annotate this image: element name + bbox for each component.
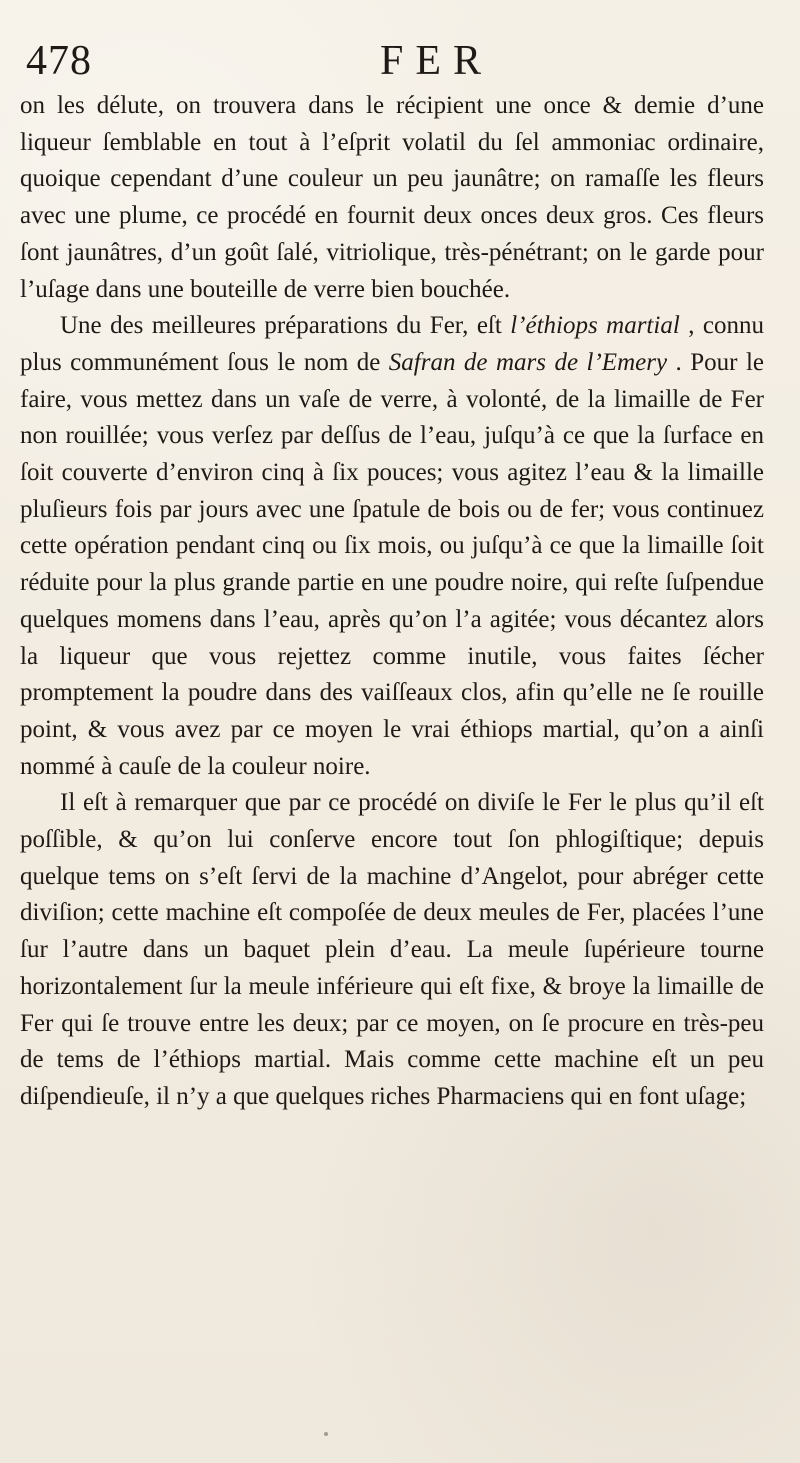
- paragraph-1: [20, 88, 764, 308]
- page-number: 478: [26, 38, 92, 84]
- paragraph-1-text: on les délute, on trouvera dans le récipient une once & demie d’une liqueur ſemblable en tout à l’eſprit volatil du ſel ammoniac ordinaire, quoique cependant d’une couleur un peu jaunâtre; on ramaſſe les fleurs avec une plume, ce procédé en fournit deux onces deux gros. Ces fleurs ſont jaunâtres, d’un goût ſalé, vitriolique, très-pénétrant; on le garde pour l’uſage dans une bouteille de verre bien bouchée.: [20, 92, 764, 303]
- page-header: [20, 40, 780, 92]
- paragraph-2-italic-term-2: Safran de mars de l’Emery: [388, 348, 668, 376]
- paragraph-3: [20, 785, 764, 1115]
- paragraph-2: [20, 308, 764, 785]
- body-text: [20, 88, 764, 1418]
- paragraph-2-text-part-2: , connu plus communément ſous le nom de: [20, 312, 764, 376]
- running-head: FER: [380, 38, 494, 84]
- paragraph-2-italic-term-1: l’éthiops martial: [510, 312, 680, 340]
- paragraph-2-text-part-1: Une des meilleures préparations du Fer, eſt: [60, 312, 511, 340]
- paragraph-2-text-part-3: . Pour le faire, vous mettez dans un vaſe de verre, à volonté, de la limaille de Fer non rouillée; vous verſez par deſſus de l’eau, juſqu’à ce que la ſurface en ſoit couverte d’environ cinq à ſix pouces; vous agitez l’eau & la limaille pluſieurs fois par jours avec une ſpatule de bois ou de fer; vous continuez cette opération pendant cinq ou ſix mois, ou juſqu’à ce que la limaille ſoit réduite pour la plus grande partie en une poudre noire, qui reſte ſuſpendue quelques momens dans l’eau, après qu’on l’a agitée; vous décantez alors la liqueur que vous rejettez comme inutile, vous faites ſécher promptement la poudre dans des vaiſſeaux clos, afin qu’elle ne ſe rouille point, & vous avez par ce moyen le vrai éthiops martial, qu’on a ainſi nommé à cauſe de la couleur noire.: [20, 348, 764, 780]
- paragraph-3-text: Il eſt à remarquer que par ce procédé on diviſe le Fer le plus qu’il eſt poſſible, & qu’on lui conſerve encore tout ſon phlogiſtique; depuis quelque tems on s’eſt ſervi de la machine d’Angelot, pour abréger cette diviſion; cette machine eſt compoſée de deux meules de Fer, placées l’une ſur l’autre dans un baquet plein d’eau. La meule ſupérieure tourne horizontalement ſur la meule inférieure qui eſt fixe, & broye la limaille de Fer qui ſe trouve entre les deux; par ce moyen, on ſe procure en très-peu de tems de l’éthiops martial. Mais comme cette machine eſt un peu diſpendieuſe, il n’y a que quelques riches Pharmaciens qui en font uſage;: [20, 789, 764, 1110]
